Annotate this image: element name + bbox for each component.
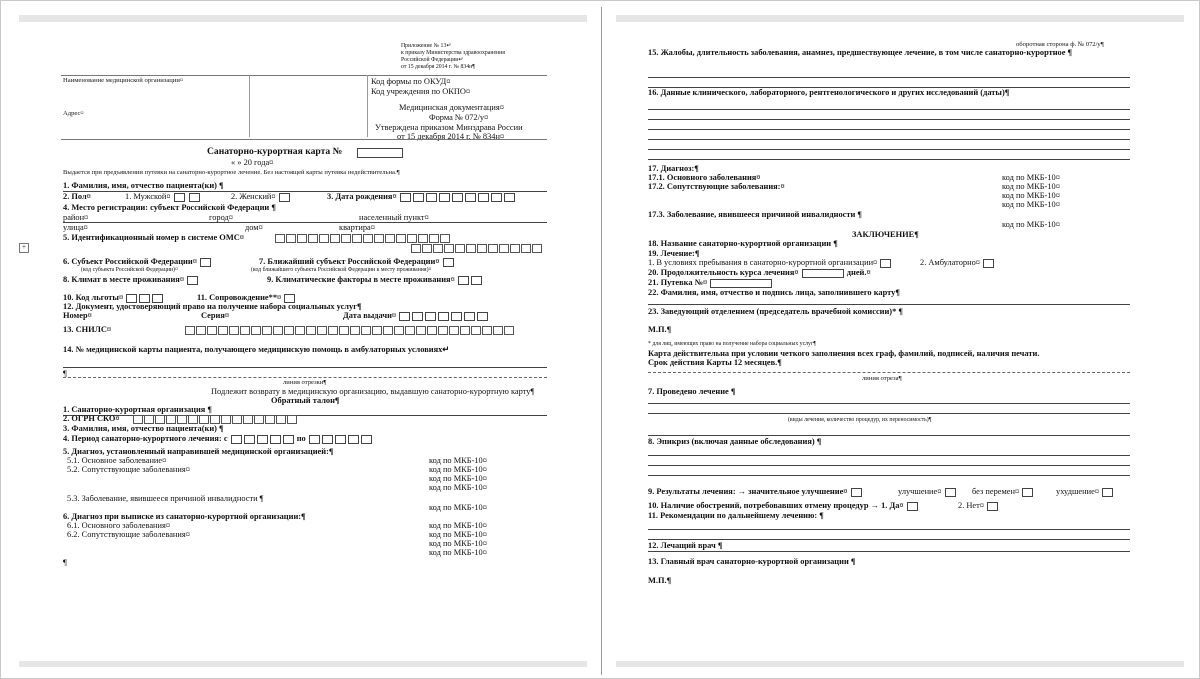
rule xyxy=(648,139,1130,140)
cut-line-label: линия отреза¶ xyxy=(862,375,902,382)
approved-label: Утверждена приказом Минздрава России xyxy=(375,123,523,132)
stamp-place: М.П.¶ xyxy=(648,325,672,334)
field-7-nearest-region[interactable]: 7. Ближайший субъект Российской Федерации¤ xyxy=(259,257,455,267)
field-17-diagnosis: 17. Диагноз:¶ xyxy=(648,164,699,173)
rule xyxy=(648,413,1130,414)
page-bottom-shadow xyxy=(616,661,1184,667)
header-table-top xyxy=(61,75,547,76)
return-5-diagnosis: 5. Диагноз, установленный направившей медицинской организацией:¶ xyxy=(63,447,334,456)
paragraph-mark: ¶ xyxy=(63,558,67,567)
document-number-field[interactable]: Номер¤ xyxy=(63,311,92,320)
apartment-field[interactable]: квартира¤ xyxy=(339,223,375,232)
return-5-1-mkb[interactable]: код по МКБ-10¤ xyxy=(429,456,487,465)
return-6-discharge: 6. Диагноз при выписке из санаторно-курортной организации:¶ xyxy=(63,512,306,521)
return-4-period[interactable]: 4. Период санаторно-курортного лечения: с по xyxy=(63,434,373,444)
field-6-sub: (код субъекта Российской Федерации)¤ xyxy=(81,267,178,273)
form-number: Форма № 072/у¤ xyxy=(429,113,489,122)
document-series-field[interactable]: Серия¤ xyxy=(201,311,230,320)
gorod-field[interactable]: город¤ xyxy=(209,213,233,222)
sex-female-option[interactable]: 2. Женский¤ xyxy=(231,192,291,202)
card-title: Санаторно-курортная карта № xyxy=(207,146,343,157)
footnote-validity: Карта действительна при условии четкого заполнения всех граф, фамилий, подписей, наличия печати. xyxy=(648,349,1040,358)
rule xyxy=(63,367,547,368)
field-9-climate-factors[interactable]: 9. Климатические факторы в месте проживания¤ xyxy=(267,275,483,285)
page-top-shadow xyxy=(19,15,587,22)
field-10-benefit-code[interactable]: 10. Код льготы¤ xyxy=(63,293,164,303)
field-4-registration[interactable]: 4. Место регистрации: субъект Российской Федерации ¶ xyxy=(63,203,276,212)
field-18-sanatorium[interactable]: 18. Название санаторно-курортной организации ¶ xyxy=(648,239,838,248)
rule xyxy=(648,551,1130,552)
sex-male-option[interactable]: 1. Мужской¤ xyxy=(125,192,201,202)
return-3-patient-name[interactable]: 3. Фамилия, имя, отчество пациента(ки) ¶ xyxy=(63,424,224,433)
return-10-exacerbations[interactable]: 10. Наличие обострений, потребовавших отмену процедур → 1. Да¤ xyxy=(648,501,919,511)
return-5-2-mkb-3[interactable]: код по МКБ-10¤ xyxy=(429,483,487,492)
rule xyxy=(648,455,1130,456)
field-13-snils[interactable]: 13. СНИЛС¤ xyxy=(63,325,112,334)
card-note: Выдается при предъявлении путевки на санаторно-курортное лечение. Без настоящей карты путевка недействительна.¶ xyxy=(63,169,400,176)
return-11-recommendations[interactable]: 11. Рекомендации по дальнейшему лечению: ¶ xyxy=(648,511,824,520)
footnote-term: Срок действия Карты 12 месяцев.¶ xyxy=(648,358,782,367)
page-bottom-shadow xyxy=(19,661,587,667)
rule xyxy=(648,475,1130,476)
field-17-2-mkb-2[interactable]: код по МКБ-10¤ xyxy=(1002,191,1060,200)
okud-label: Код формы по ОКУД¤ xyxy=(371,77,451,86)
return-2-ogrn[interactable]: 2. ОГРН СКО¤ xyxy=(63,414,120,423)
result-worsening[interactable]: ухудшение¤ xyxy=(1056,487,1114,497)
field-17-2-mkb-1[interactable]: код по МКБ-10¤ xyxy=(1002,182,1060,191)
rule xyxy=(648,529,1130,530)
rule xyxy=(648,129,1130,130)
rule xyxy=(648,77,1130,78)
field-16-clinical-data[interactable]: 16. Данные клинического, лабораторного, рентгенологического и других исследований (даты)¶ xyxy=(648,88,1010,97)
return-7-treatment[interactable]: 7. Проведено лечение ¶ xyxy=(648,387,736,396)
org-address-label: Адрес¤ xyxy=(63,110,84,117)
return-title: Обратный талон¶ xyxy=(271,396,340,405)
rule xyxy=(648,119,1130,120)
field-17-3-disability[interactable]: 17.3. Заболевание, явившееся причиной инвалидности ¶ xyxy=(648,210,862,219)
return-5-3-mkb[interactable]: код по МКБ-10¤ xyxy=(429,503,487,512)
org-name-label: Наименование медицинской организации¤ xyxy=(63,77,184,84)
field-5-oms-number[interactable]: 5. Идентификационный номер в системе ОМС¤ xyxy=(63,233,244,242)
field-11-escort[interactable]: 11. Сопровождение**¤ xyxy=(197,293,296,303)
snils-cells[interactable] xyxy=(185,326,514,335)
table-anchor-icon[interactable]: + xyxy=(19,243,29,253)
field-17-2-secondary[interactable]: 17.2. Сопутствующие заболевания:¤ xyxy=(648,182,785,191)
page-back xyxy=(601,7,1190,675)
treatment-inpatient-option[interactable]: 1. В условиях пребывания в санаторно-курортной организации¤ xyxy=(648,258,892,268)
field-7-sub: (код ближайшего субъекта Российской Федерации к месту проживания)¤ xyxy=(251,267,432,273)
page-front xyxy=(5,7,593,675)
field-17-1-main[interactable]: 17.1. Основного заболевания¤ xyxy=(648,173,761,182)
return-6-2-secondary[interactable]: 6.2. Сопутствующие заболевания¤ xyxy=(67,530,190,539)
rayon-field[interactable]: район¤ xyxy=(63,213,89,222)
return-note: Подлежит возврату в медицинскую организацию, выдавшую санаторно-курортную карту¶ xyxy=(211,387,535,396)
return-6-1-mkb[interactable]: код по МКБ-10¤ xyxy=(429,521,487,530)
return-5-2-mkb-1[interactable]: код по МКБ-10¤ xyxy=(429,465,487,474)
field-12-document: 12. Документ, удостоверяющий право на получение набора социальных услуг¶ xyxy=(63,302,362,311)
oms-number-cells[interactable] xyxy=(275,234,450,243)
return-5-2-secondary[interactable]: 5.2. Сопутствующие заболевания¤ xyxy=(67,465,190,474)
return-7-hint: (виды лечения, количество процедур, их переносимость)¶ xyxy=(788,417,932,423)
field-15-complaints[interactable]: 15. Жалобы, длительность заболевания, анамнез, предшествующее лечение, в том числе санаторно-курортное ¶ xyxy=(648,48,1073,57)
field-8-climate[interactable]: 8. Климат в месте проживания¤ xyxy=(63,275,199,285)
field-17-3-mkb[interactable]: код по МКБ-10¤ xyxy=(1002,220,1060,229)
cut-line xyxy=(648,372,1130,373)
return-6-2-mkb-2[interactable]: код по МКБ-10¤ xyxy=(429,539,487,548)
settlement-field[interactable]: населенный пункт¤ xyxy=(359,213,429,222)
treatment-outpatient-option[interactable]: 2. Амбулаторно¤ xyxy=(920,258,995,268)
rule xyxy=(648,159,1130,160)
page-top-shadow xyxy=(616,15,1184,22)
footnote-social: * для лиц, имеющих право на получение набора социальных услуг¶ xyxy=(648,341,816,347)
field-21-voucher[interactable]: 21. Путевка №¤ xyxy=(648,278,773,288)
return-5-2-mkb-2[interactable]: код по МКБ-10¤ xyxy=(429,474,487,483)
return-8-epicrisis[interactable]: 8. Эпикриз (включая данные обследования) ¶ xyxy=(648,437,822,446)
rule xyxy=(648,539,1130,540)
field-6-region[interactable]: 6. Субъект Российской Федерации¤ xyxy=(63,257,212,267)
return-6-1-main[interactable]: 6.1. Основного заболевания¤ xyxy=(67,521,171,530)
field-19-treatment: 19. Лечение:¶ xyxy=(648,249,700,258)
field-2-sex: 2. Пол¤ xyxy=(63,192,91,201)
cut-line xyxy=(63,377,547,378)
conclusion-title: ЗАКЛЮЧЕНИЕ¶ xyxy=(852,230,919,239)
field-17-2-mkb-3[interactable]: код по МКБ-10¤ xyxy=(1002,200,1060,209)
field-23-head-of-department[interactable]: 23. Заведующий отделением (председатель врачебной комиссии)* ¶ xyxy=(648,307,903,316)
field-20-duration[interactable]: 20. Продолжительность курса лечения¤ дней.¤ xyxy=(648,268,871,277)
card-number-field[interactable] xyxy=(357,148,403,158)
paragraph-mark: ¶ xyxy=(63,369,67,378)
okpo-label: Код учреждения по ОКПО¤ xyxy=(371,87,471,96)
field-3-birth-date[interactable]: 3. Дата рождения¤ xyxy=(327,192,516,202)
header-divider-1 xyxy=(249,75,250,137)
return-9-results[interactable]: 9. Результаты лечения: → значительное улучшение¤ xyxy=(648,487,863,497)
return-6-2-mkb-1[interactable]: код по МКБ-10¤ xyxy=(429,530,487,539)
field-22-filled-by[interactable]: 22. Фамилия, имя, отчество и подпись лица, заполнившего карту¶ xyxy=(648,288,900,297)
approved-date: от 15 декабря 2014 г. № 834н¤ xyxy=(397,132,505,141)
header-table-bottom xyxy=(61,139,547,140)
street-field[interactable]: улица¤ xyxy=(63,223,88,232)
return-1-sanatorium[interactable]: 1. Санаторно-курортная организация ¶ xyxy=(63,405,212,414)
rule xyxy=(648,109,1130,110)
return-12-doctor[interactable]: 12. Лечащий врач ¶ xyxy=(648,541,723,550)
house-field[interactable]: дом¤ xyxy=(245,223,263,232)
order-reference: Приложение № 13↵ к приказу Министерства здравоохранения Российской Федерации↵ от 15 декабря 2014 г. № 834н¶ xyxy=(401,43,505,70)
cut-line-label: линия отрезки¶ xyxy=(283,379,327,386)
rule xyxy=(648,304,1130,305)
document-issue-date-field[interactable]: Дата выдачи¤ xyxy=(343,311,489,321)
rule xyxy=(648,149,1130,150)
field-14-outpatient-card[interactable]: 14. № медицинской карты пациента, получающего медицинскую помощь в амбулаторных условиях↵ xyxy=(63,345,450,354)
card-date-line[interactable]: « » 20 года¤ xyxy=(231,158,274,167)
stamp-place-2: М.П.¶ xyxy=(648,576,672,585)
exacerbations-no[interactable]: 2. Нет¤ xyxy=(958,501,999,511)
rule xyxy=(648,465,1130,466)
return-13-chief-doctor[interactable]: 13. Главный врач санаторно-курортной организации ¶ xyxy=(648,557,856,566)
return-5-3-disability[interactable]: 5.3. Заболевание, явившееся причиной инвалидности ¶ xyxy=(67,494,264,503)
rule xyxy=(648,403,1130,404)
med-doc-label: Медицинская документация¤ xyxy=(399,103,504,112)
ogrn-cells[interactable] xyxy=(133,415,297,424)
rule xyxy=(63,222,547,223)
rule xyxy=(648,435,1130,436)
back-side-header: оборотная сторона ф. № 072/у¶ xyxy=(1016,41,1104,48)
result-no-change[interactable]: без перемен¤ xyxy=(972,487,1034,497)
result-improvement[interactable]: улучшение¤ xyxy=(898,487,957,497)
header-divider-2 xyxy=(367,75,368,137)
field-17-1-mkb[interactable]: код по МКБ-10¤ xyxy=(1002,173,1060,182)
return-5-1-main[interactable]: 5.1. Основное заболевание¤ xyxy=(67,456,167,465)
field-1-patient-name[interactable]: 1. Фамилия, имя, отчество пациента(ки) ¶ xyxy=(63,181,224,190)
return-6-2-mkb-3[interactable]: код по МКБ-10¤ xyxy=(429,548,487,557)
oms-number-cells-2[interactable] xyxy=(411,244,542,253)
